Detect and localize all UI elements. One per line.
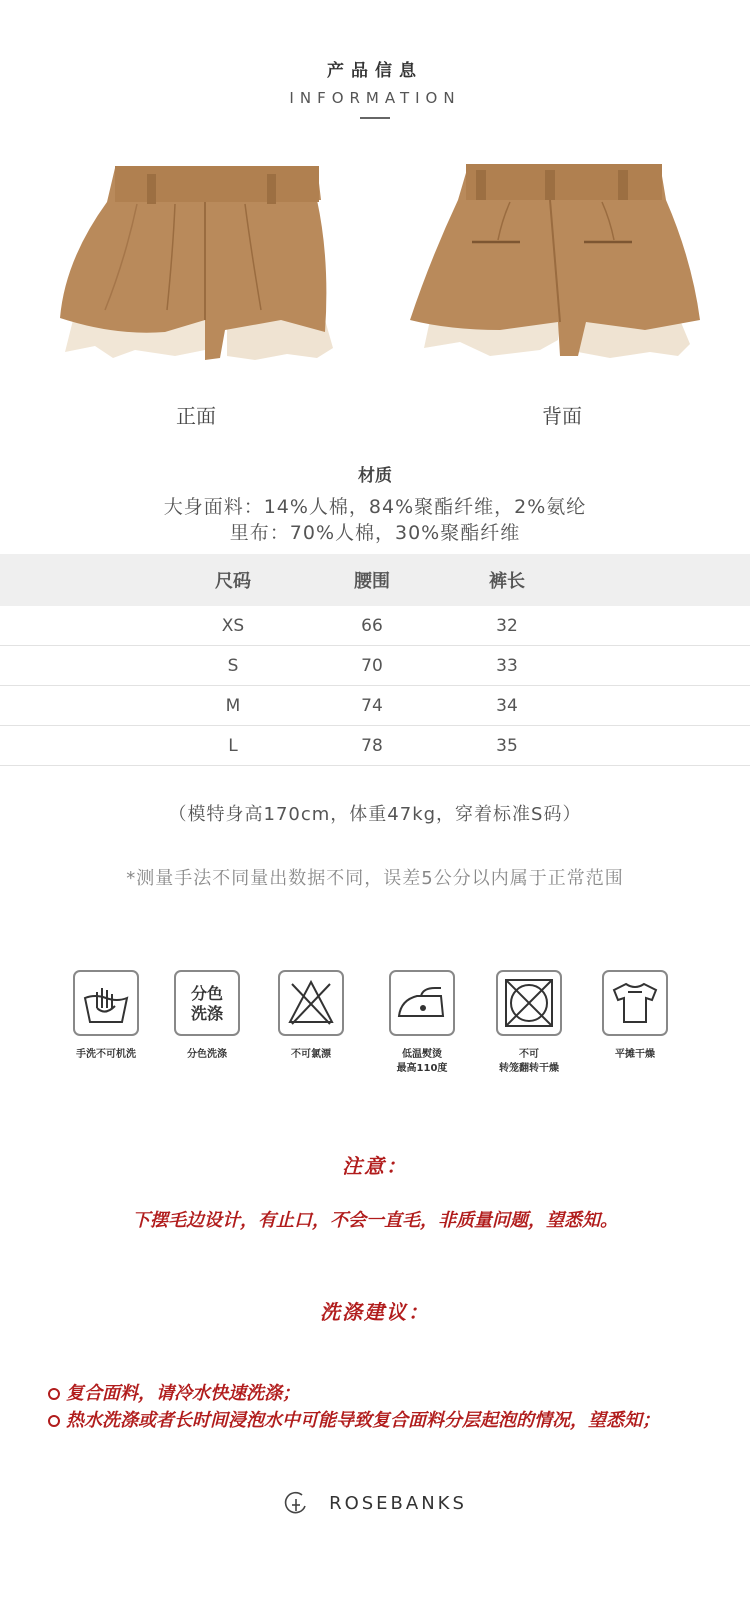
info-header	[0, 56, 750, 119]
box-text-line1: 分色	[190, 984, 223, 1003]
no-bleach-icon	[278, 970, 344, 1036]
material-shell-fabric: 大身面料：14%人棉，84%聚酯纤维，2%氨纶	[163, 496, 587, 518]
size-table-header	[0, 554, 750, 606]
header-title-cn: 产品信息	[327, 61, 423, 81]
care-low-iron	[367, 970, 477, 1076]
care-label: 平摊干燥	[615, 1049, 655, 1060]
bullet-icon	[48, 1388, 60, 1400]
waist-cell: 74	[361, 695, 383, 716]
back-view-label: 背面	[542, 404, 582, 428]
header-size: 尺码	[215, 571, 251, 592]
length-cell: 32	[496, 615, 518, 636]
wash-advice-list	[48, 1380, 748, 1434]
care-label	[367, 1048, 477, 1076]
table-row	[0, 726, 750, 766]
hand-wash-icon	[73, 970, 139, 1036]
care-label: 手洗不可机洗	[76, 1049, 136, 1060]
size-cell: L	[228, 735, 238, 756]
table-row	[0, 646, 750, 686]
care-label-line2: 转笼翻转干燥	[499, 1063, 559, 1074]
care-label: 不可氯漂	[291, 1049, 331, 1060]
no-tumble-dry-icon	[496, 970, 562, 1036]
notice-title: 注意：	[342, 1154, 408, 1178]
size-cell: M	[225, 695, 241, 716]
care-label: 分色洗涤	[187, 1049, 227, 1060]
care-label-line1: 低温熨烫	[402, 1049, 442, 1060]
care-label-line2: 最高110度	[396, 1063, 448, 1074]
material-title: 材质	[358, 466, 392, 486]
header-length: 裤长	[489, 571, 525, 592]
notice-text: 下摆毛边设计，有止口，不会一直毛，非质量问题，望悉知。	[132, 1210, 618, 1231]
table-row	[0, 606, 750, 646]
care-no-bleach	[256, 970, 366, 1062]
care-label-line1: 不可	[519, 1049, 539, 1060]
table-row	[0, 686, 750, 726]
waist-cell: 66	[361, 615, 383, 636]
header-divider	[360, 117, 390, 119]
length-cell: 34	[496, 695, 518, 716]
separate-wash-icon	[174, 970, 240, 1036]
length-cell: 35	[496, 735, 518, 756]
wash-item-text: 热水洗涤或者长时间浸泡水中可能导致复合面料分层起泡的情况，望悉知；	[66, 1410, 660, 1431]
model-note: （模特身高170cm，体重47kg，穿着标准S码）	[168, 804, 582, 825]
length-cell: 33	[496, 655, 518, 676]
size-cell: XS	[221, 615, 245, 636]
care-no-tumble-dry	[474, 970, 584, 1076]
brand-footer	[0, 1490, 750, 1520]
rose-logo-icon	[283, 1490, 309, 1516]
care-separate-wash	[152, 970, 262, 1062]
list-item	[48, 1407, 748, 1434]
measurement-note: *测量手法不同量出数据不同，误差5公分以内属于正常范围	[126, 868, 624, 889]
header-waist: 腰围	[354, 571, 390, 592]
care-hand-wash	[51, 970, 161, 1062]
material-section	[0, 461, 750, 546]
front-view-label: 正面	[176, 404, 216, 428]
size-table	[0, 554, 750, 766]
list-item	[48, 1380, 748, 1407]
brand-name: ROSEBANKS	[329, 1492, 467, 1514]
shorts-back-image	[410, 160, 710, 370]
box-text-line2: 洗涤	[190, 1004, 223, 1023]
waist-cell: 70	[361, 655, 383, 676]
care-label	[474, 1048, 584, 1076]
care-flat-dry	[580, 970, 690, 1062]
shorts-front-image	[55, 160, 345, 370]
waist-cell: 78	[361, 735, 383, 756]
bullet-icon	[48, 1415, 60, 1427]
size-cell: S	[227, 655, 239, 676]
flat-dry-icon	[602, 970, 668, 1036]
header-title-en: INFORMATION	[289, 89, 461, 107]
wash-advice-title: 洗涤建议：	[320, 1300, 430, 1324]
low-iron-icon	[389, 970, 455, 1036]
material-lining: 里布：70%人棉，30%聚酯纤维	[229, 522, 521, 544]
wash-item-text: 复合面料，请冷水快速洗涤；	[66, 1383, 300, 1404]
